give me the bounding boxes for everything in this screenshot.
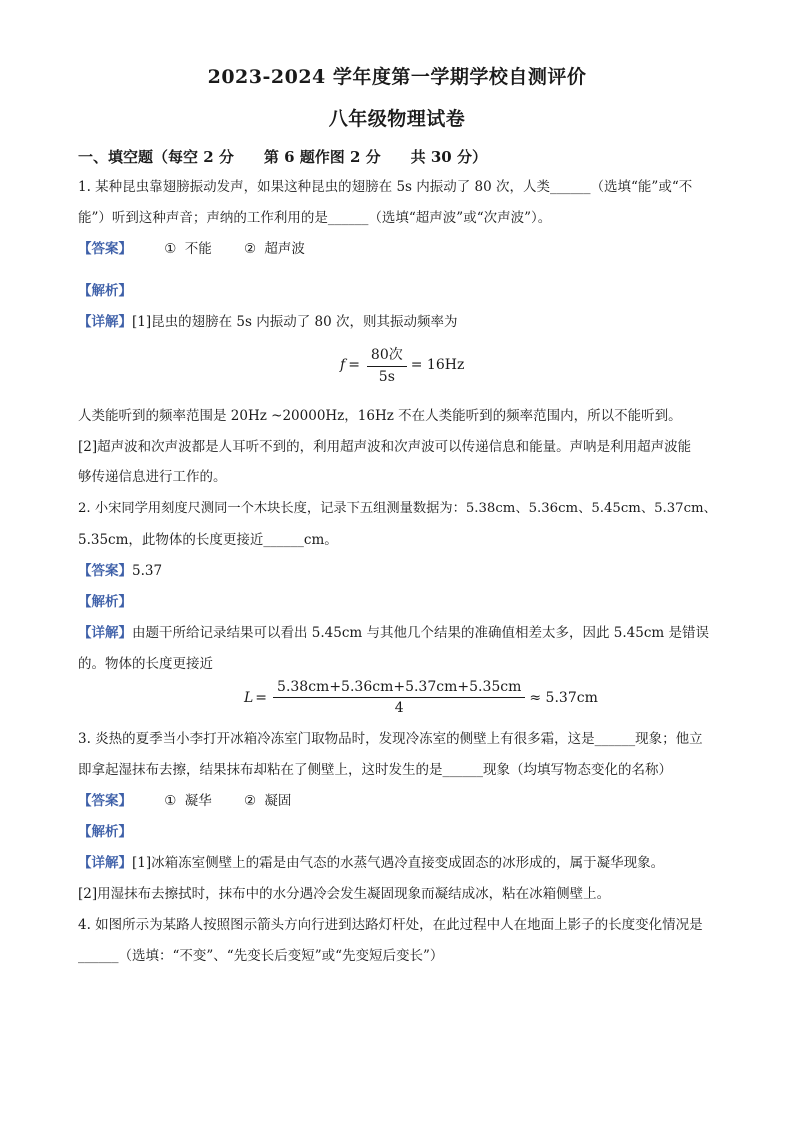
q3-detail-line-1 <box>78 852 728 874</box>
formula-equals: = <box>255 689 268 706</box>
detail-tag: 【详解】 <box>78 314 132 330</box>
formula-lhs: f <box>340 356 346 373</box>
detail-text: 由题干所给记录结果可以看出 5.45cm 与其他几个结果的准确值相差太多，因此 5.45cm 是错误 <box>132 625 710 641</box>
q3-answer <box>78 790 728 812</box>
analysis-tag: 【解析】 <box>78 824 132 840</box>
answer-tag: 【答案】 <box>78 241 132 257</box>
answer-value: 凝华 <box>184 793 212 809</box>
q1-text-line-1: 1. 某种昆虫靠翅膀振动发声，如果这种昆虫的翅膀在 5s 内振动了 80 次，人类______（选填“能”或“不 <box>78 179 693 195</box>
q4-text-line-1: 4. 如图所示为某路人按照图示箭头方向行进到达路灯杆处，在此过程中人在地面上影子的长度变化情况是 <box>78 917 703 933</box>
analysis-tag: 【解析】 <box>78 283 132 299</box>
answer-number: ① <box>164 241 177 257</box>
exam-subtitle: 八年级物理试卷 <box>328 108 466 130</box>
formula-rhs: = 16Hz <box>410 356 465 373</box>
q1-text-line-2: 能”）听到这种声音；声纳的工作利用的是______（选填“超声波”或“次声波”）。 <box>78 210 552 226</box>
q1-detail-line-2: 人类能听到的频率范围是 20Hz ~20000Hz，16Hz 不在人类能听到的频率范围内，所以不能听到。 <box>78 408 682 424</box>
q1-answer-1 <box>164 241 216 257</box>
q3-answer-1 <box>164 793 216 809</box>
q1-formula <box>340 344 464 385</box>
detail-text: [1]冰箱冻室侧壁上的霜是由气态的水蒸气遇冷直接变成固态的冰形成的，属于凝华现象。 <box>132 855 665 871</box>
q3-detail-line-2: [2]用湿抹布去擦拭时，抹布中的水分遇冷会发生凝固现象而凝结成冰，粘在冰箱侧壁上。 <box>78 886 611 902</box>
q2-text-line-2: 5.35cm，此物体的长度更接近______cm。 <box>78 532 338 548</box>
q1-analysis-tag <box>78 280 728 302</box>
section-heading: 一、填空题（每空 2 分 第 6 题作图 2 分 共 30 分） <box>78 148 487 166</box>
q3-text-line-1: 3. 炎热的夏季当小李打开冰箱冷冻室门取物品时，发现冷冻室的侧壁上有很多霜，这是______现象；他立 <box>78 731 703 747</box>
detail-tag: 【详解】 <box>78 855 132 871</box>
q3-text-line-2: 即拿起湿抹布去擦，结果抹布却粘在了侧壁上，这时发生的是______现象（均填写物态变化的名称） <box>78 762 672 778</box>
q2-formula <box>244 679 598 716</box>
detail-tag: 【详解】 <box>78 625 132 641</box>
q3-answer-2 <box>244 793 291 809</box>
answer-number: ① <box>164 793 177 809</box>
q2-detail-line-1 <box>78 622 728 644</box>
formula-numerator: 80次 <box>367 344 407 367</box>
q2-text-line-1: 2. 小宋同学用刻度尺测同一个木块长度，记录下五组测量数据为：5.38cm、5.36cm、5.45cm、5.37cm、 <box>78 501 717 516</box>
formula-denominator: 5s <box>378 369 395 385</box>
formula-denominator: 4 <box>394 700 404 716</box>
q1-detail-line-1 <box>78 311 728 333</box>
detail-text: [1]昆虫的翅膀在 5s 内振动了 80 次，则其振动频率为 <box>132 314 458 330</box>
q2-answer <box>78 560 728 582</box>
formula-lhs: L <box>244 689 254 706</box>
formula-fraction <box>273 679 525 716</box>
q2-analysis-tag <box>78 591 728 613</box>
answer-value: 超声波 <box>264 241 305 257</box>
analysis-tag: 【解析】 <box>78 594 132 610</box>
q1-detail-line-4: 够传递信息进行工作的。 <box>78 469 227 485</box>
q3-analysis-tag <box>78 821 728 843</box>
answer-number: ② <box>244 241 257 257</box>
formula-equals: = <box>348 356 360 373</box>
answer-value: 5.37 <box>132 563 163 579</box>
formula-numerator: 5.38cm+5.36cm+5.37cm+5.35cm <box>273 679 525 698</box>
q2-detail-line-2: 的。物体的长度更接近 <box>78 656 213 672</box>
answer-value: 不能 <box>184 241 212 257</box>
q4-text-line-2: ______（选填：“不变”、“先变长后变短”或“先变短后变长”） <box>78 948 444 964</box>
answer-number: ② <box>244 793 257 809</box>
q1-detail-line-3: [2]超声波和次声波都是人耳听不到的，利用超声波和次声波可以传递信息和能量。声呐是利用超声波能 <box>78 439 692 455</box>
exam-title: 2023-2024 学年度第一学期学校自测评价 <box>207 66 587 88</box>
q1-answer <box>78 238 728 260</box>
q1-answer-2 <box>244 241 305 257</box>
answer-tag: 【答案】 <box>78 563 132 579</box>
answer-value: 凝固 <box>264 793 292 809</box>
answer-tag: 【答案】 <box>78 793 132 809</box>
formula-fraction <box>367 344 407 385</box>
formula-rhs: ≈ 5.37cm <box>529 689 598 706</box>
